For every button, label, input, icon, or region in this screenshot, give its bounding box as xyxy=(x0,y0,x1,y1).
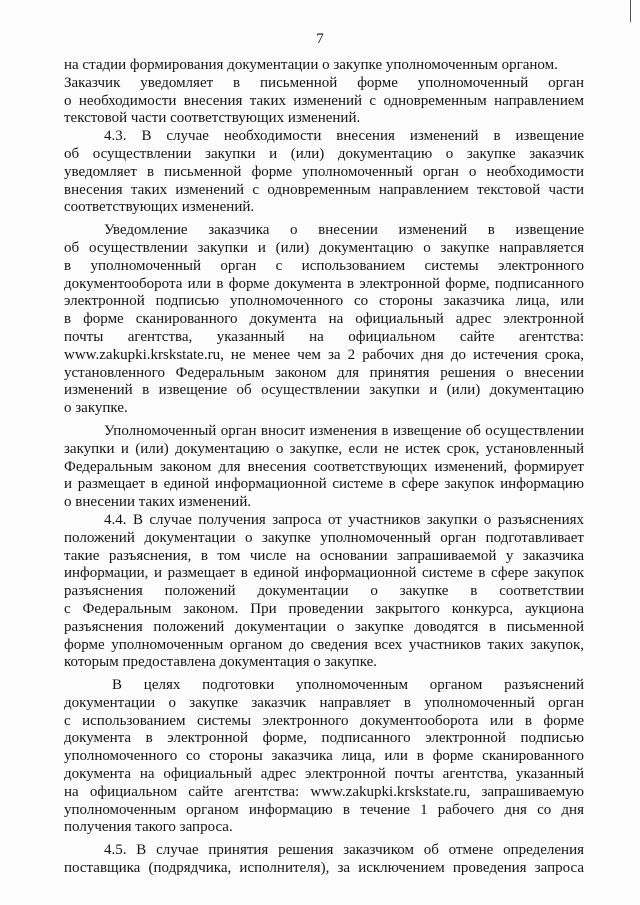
text-line: информации, и размещает в единой информационной системе в сфере закупок xyxy=(64,565,584,582)
text-line: с Федеральным законом. При проведении закрытого конкурса, аукциона xyxy=(64,600,584,617)
scan-edge-mark xyxy=(630,0,631,22)
text-line: поставщика (подрядчика, исполнителя), за исключением проведения запроса xyxy=(64,860,584,877)
text-line: о закупке. xyxy=(64,400,128,417)
text-line: электронной подписью уполномоченного со стороны заказчика лица, или xyxy=(64,293,584,310)
text-line: и размещает в единой информационной системе в сфере закупок информацию xyxy=(64,476,584,493)
text-line: такие разъяснения, в том числе на основании запрашиваемой у заказчика xyxy=(64,547,584,564)
text-line: на официальном сайте агентства: www.zakupki.krskstate.ru, запрашиваемую xyxy=(64,783,584,800)
text-line: 4.4. В случае получения запроса от участников закупки о разъяснениях xyxy=(104,511,584,528)
text-line: разъяснения положений документации о закупке доводятся в письменной xyxy=(64,618,584,635)
text-line: документооборота или в форме документа в электронной форме, подписанного xyxy=(64,275,584,292)
text-line: уполномоченным органом информацию в течение 1 рабочего дня со дня xyxy=(64,801,584,818)
text-line: об осуществлении закупки и (или) документацию о закупке направляется xyxy=(64,239,584,256)
text-line: 4.3. В случае необходимости внесения изменений в извещение xyxy=(104,128,584,145)
text-line: Уполномоченный орган вносит изменения в извещение об осуществлении xyxy=(104,422,584,439)
text-line: в уполномоченный орган с использованием системы электронного xyxy=(64,257,584,274)
text-line: в форме сканированного документа на официальный адрес электронной xyxy=(64,311,584,328)
text-line: получения такого запроса. xyxy=(64,819,233,836)
text-line: Федеральным законом для внесения соответствующих изменений, формирует xyxy=(64,458,584,475)
text-line: Уведомление заказчика о внесении изменений в извещение xyxy=(104,222,584,239)
text-line: которым предоставлена документация о закупке. xyxy=(64,654,378,671)
text-line: изменений в извещение об осуществлении закупки и (или) документацию xyxy=(64,382,584,399)
text-line: внесения таких изменений с одновременным направлением текстовой части xyxy=(64,181,584,198)
text-line: 4.5. В случае принятия решения заказчиком об отмене определения xyxy=(104,842,584,859)
text-line: о необходимости внесения таких изменений с одновременным направлением xyxy=(64,92,584,109)
text-line: соответствующих изменений. xyxy=(64,199,255,216)
document-body xyxy=(64,57,584,878)
text-line: www.zakupki.krskstate.ru, не менее чем за 2 рабочих дня до истечения срока, xyxy=(64,346,584,363)
text-line: Заказчик уведомляет в письменной форме уполномоченный орган xyxy=(64,74,584,91)
text-line: на стадии формирования документации о закупке уполномоченным органом. xyxy=(64,57,558,73)
text-line: с использованием системы электронного документооборота или в форме xyxy=(64,712,584,729)
text-line: положений документации о закупке уполномоченный орган подготавливает xyxy=(64,529,584,546)
text-line: уполномоченного со стороны заказчика лица, или в форме сканированного xyxy=(64,748,584,765)
text-line: В целях подготовки уполномоченным органом разъяснений xyxy=(112,677,584,694)
text-line: разъяснения положений документации о закупке в соответствии xyxy=(64,583,584,600)
text-line: форме уполномоченным органом до сведения всех участников таких закупок, xyxy=(64,636,584,653)
text-line: установленного Федеральным законом для принятия решения о внесении xyxy=(64,364,584,381)
text-line: почты агентства, указанный на официальном сайте агентства: xyxy=(64,328,584,345)
text-line: об осуществлении закупки и (или) документацию о закупке заказчик xyxy=(64,145,584,162)
text-line: текстовой части соответствующих изменений. xyxy=(64,110,361,127)
text-line: уведомляет в письменной форме уполномоченный орган о необходимости xyxy=(64,163,584,180)
text-line: документа в электронной форме, подписанного электронной подписью xyxy=(64,730,584,747)
page-number: 7 xyxy=(316,31,324,47)
text-line: о внесении таких изменений. xyxy=(64,494,252,511)
text-line: закупки и (или) документацию о закупке, если не истек срок, установленный xyxy=(64,440,584,457)
text-line: документации о закупке заказчик направляет в уполномоченный орган xyxy=(64,694,584,711)
text-line: документа на официальный адрес электронной почты агентства, указанный xyxy=(64,766,584,783)
